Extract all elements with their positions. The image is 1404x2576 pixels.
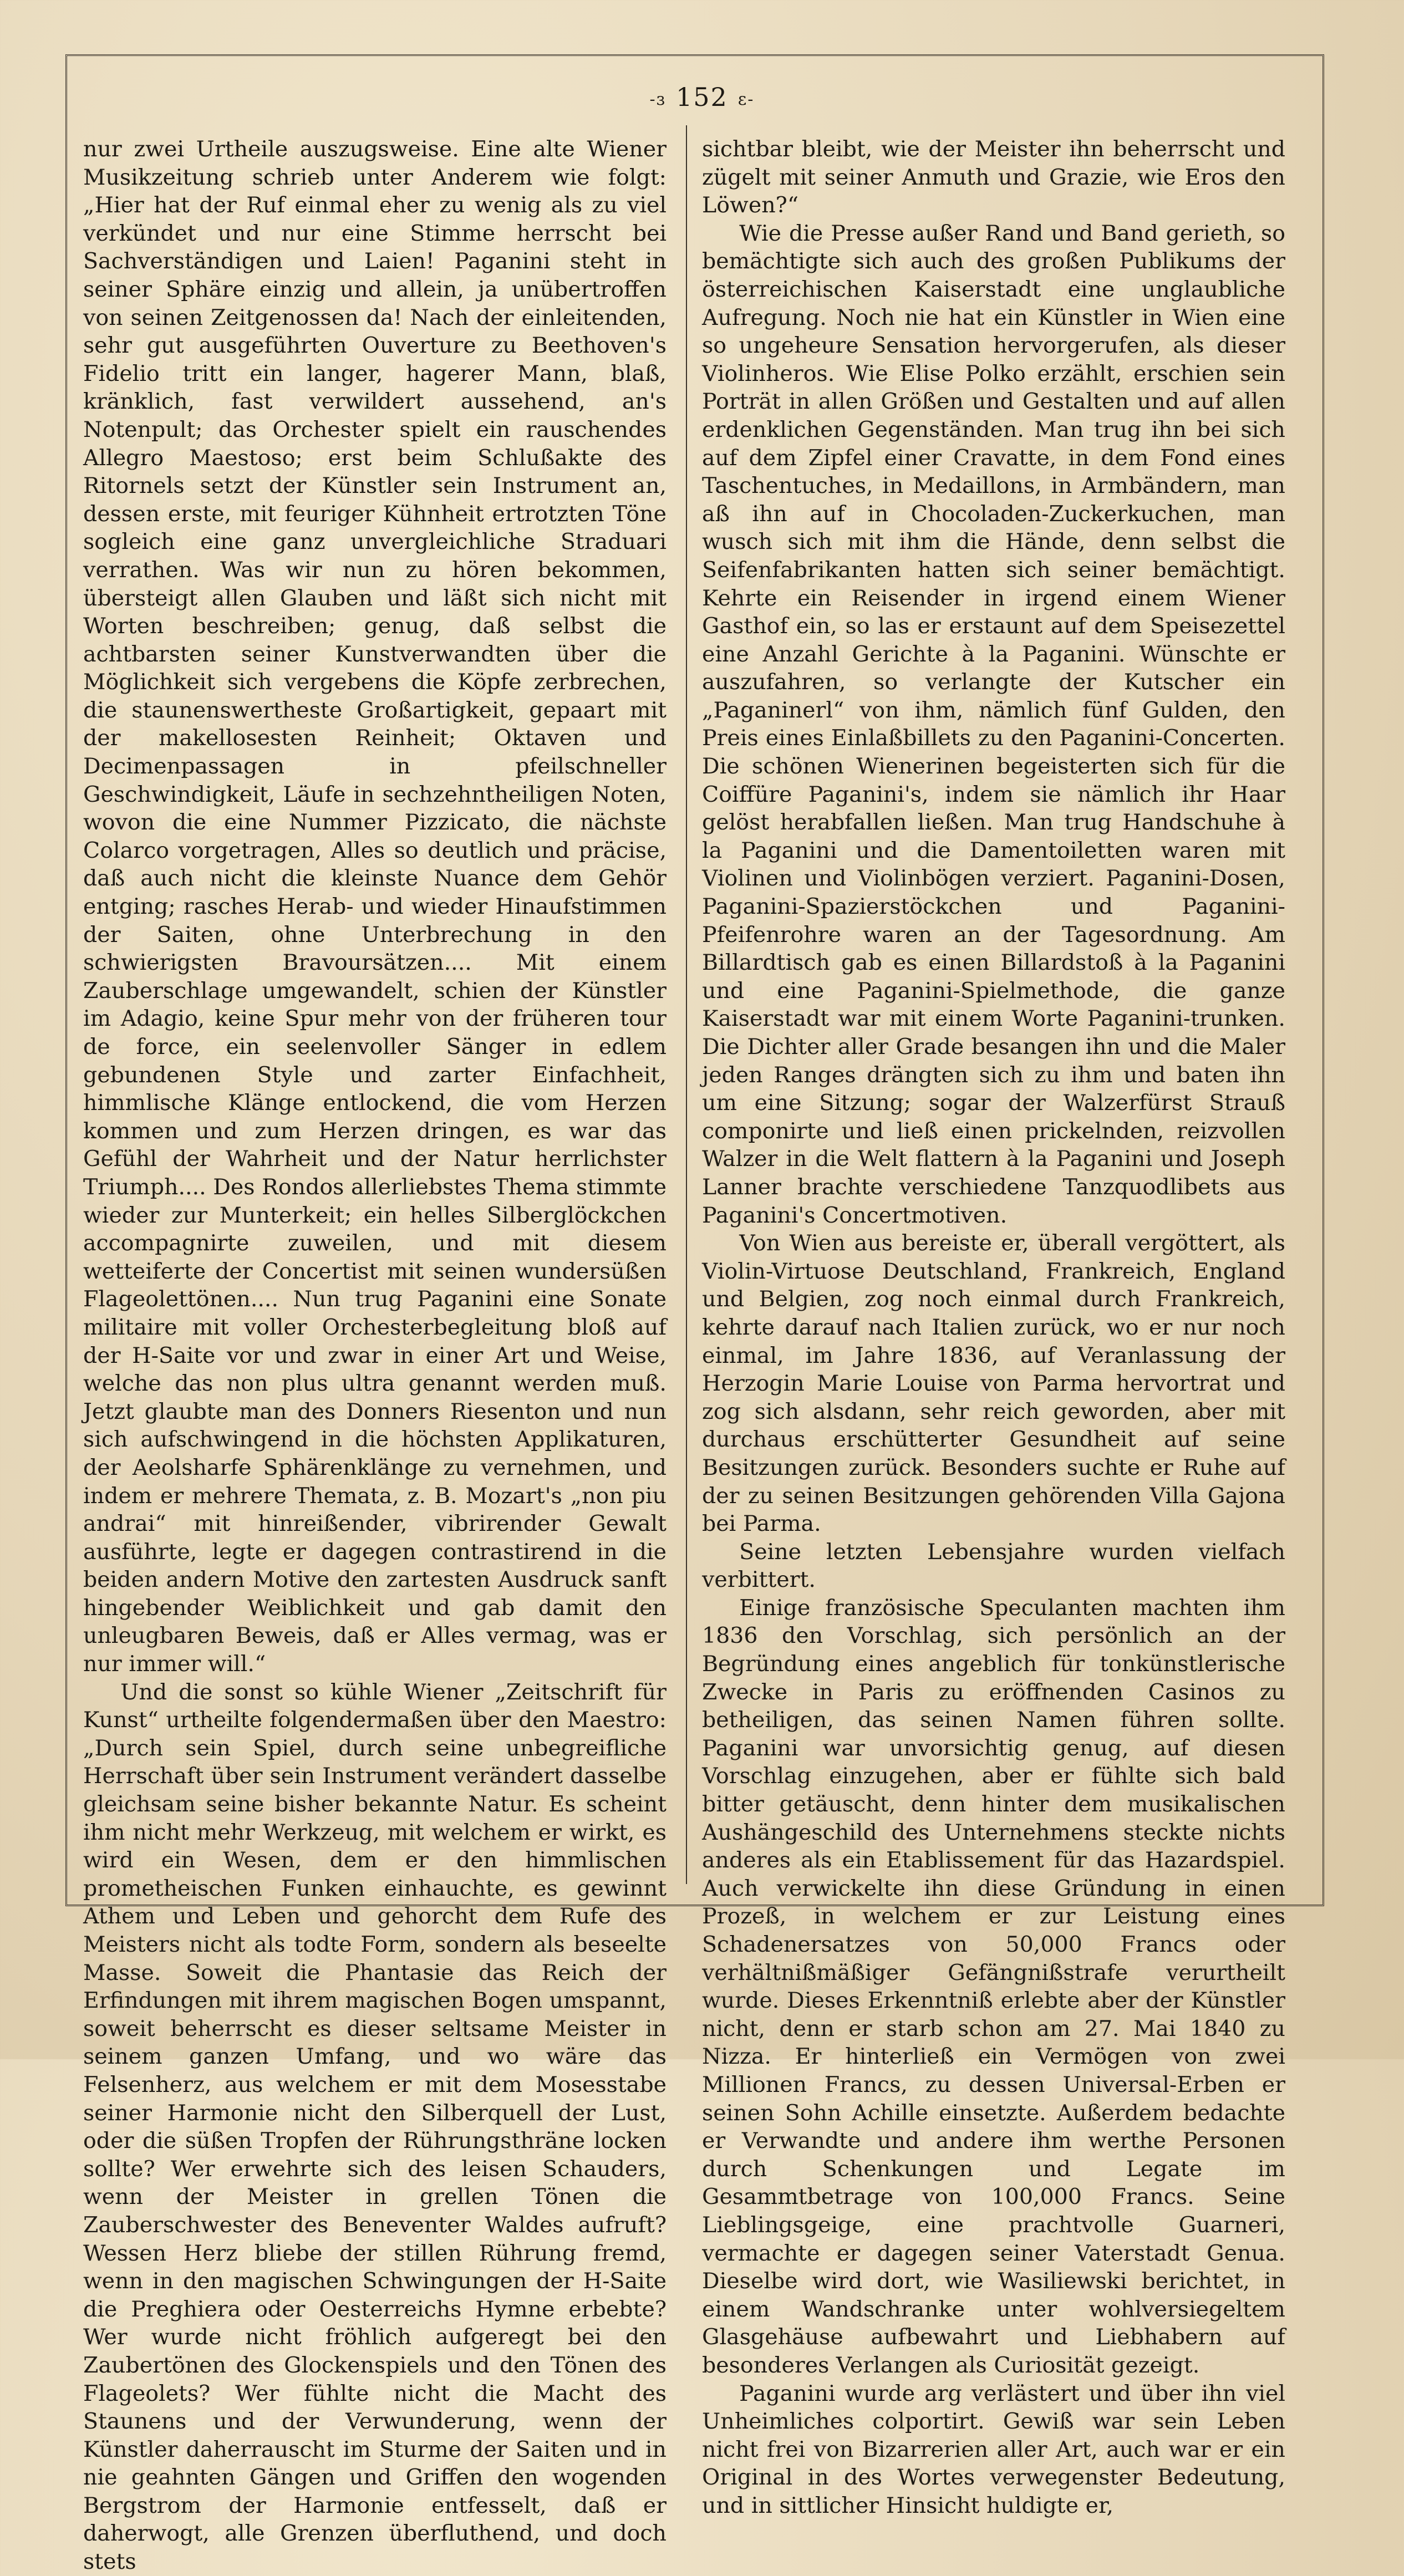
left-column bbox=[83, 135, 667, 2575]
page-number: 152 bbox=[675, 82, 728, 112]
paragraph: Von Wien aus bereiste er, überall vergöttert, als Violin-Virtuose Deutschland, Frankreich, England und Belgien, zog noch einmal durch Frankreich, kehrte darauf nach Italien zurück, wo er nur noch einmal, im Jahre 1836, auf Veranlassung der Herzogin Marie Louise von Parma hervortrat und zog sich alsdann, sehr reich geworden, aber mit durchaus erschütterter Gesundheit auf seine Besitzungen zurück. Besonders suchte er Ruhe auf der zu seinen Besitzungen gehörenden Villa Gajona bei Parma. bbox=[702, 1230, 1285, 1537]
paragraph: nur zwei Urtheile auszugsweise. Eine alte Wiener Musikzeitung schrieb unter Anderem wie folgt: „Hier hat der Ruf einmal eher zu wenig als zu viel verkündet und nur eine Stimme herrscht bei Sachverständigen und Laien! Paganini steht in seiner Sphäre einzig und allein, ja unübertroffen von seinen Zeitgenossen da! Nach der einleitenden, sehr gut ausgeführten Ouverture zu Beethoven's Fidelio tritt ein langer, hagerer Mann, blaß, kränklich, fast verwildert aussehend, an's Notenpult; das Orchester spielt ein rauschendes Allegro Maestoso; erst beim Schlußakte des Ritornels setzt der Künstler sein Instrument an, dessen erste, mit feuriger Kühnheit ertrotzten Töne sogleich eine ganz unvergleichliche Straduari verrathen. Was wir nun zu hören bekommen, übersteigt allen Glauben und läßt sich nicht mit Worten beschreiben; genug, daß selbst die achtbarsten seiner Kunstverwandten über die Möglichkeit sich vergebens die Köpfe zerbrechen, die staunenswertheste Großartigkeit, gepaart mit der makellosesten Reinheit; Oktaven und Decimenpassagen in pfeilschneller Geschwindigkeit, Läufe in sechzehntheiligen Noten, wovon die eine Nummer Pizzicato, die nächste Colarco vorgetragen, Alles so deutlich und präcise, daß auch nicht die kleinste Nuance dem Gehör entging; rasches Herab- und wieder Hinaufstimmen der Saiten, ohne Unterbrechung in den schwierigsten Bravoursätzen.... Mit einem Zauberschlage umgewandelt, schien der Künstler im Adagio, keine Spur mehr von der früheren tour de force, ein seelenvoller Sänger in edlem gebundenen Style und zarter Einfachheit, himmlische Klänge entlockend, die vom Herzen kommen und zum Herzen dringen, es war das Gefühl der Wahrheit und der Natur herrlichster Triumph.... Des Rondos allerliebstes Thema stimmte wieder zur Munterkeit; ein helles Silberglöckchen accompagnirte zuweilen, und mit diesem wetteiferte der Concertist mit seinen wundersüßen Flageolettönen.... Nun trug Paganini eine Sonate militaire mit voller Orchesterbegleitung bloß auf der H-Saite vor und zwar in einer Art und Weise, welche das non plus ultra genannt werden muß. Jetzt glaubte man des Donners Riesenton und nun sich aufschwingend in die höchsten Applikaturen, der Aeolsharfe Sphärenklänge zu vernehmen, und indem er mehrere Themata, z. B. Mozart's „non piu andrai“ mit hinreißender, vibrirender Gewalt ausführte, legte er dagegen contrastirend in die beiden andern Motive den zartesten Ausdruck sanft hingebender Weiblichkeit und gab damit den unleugbaren Beweis, daß er Alles vermag, was er nur immer will.“ bbox=[83, 136, 667, 1677]
paragraph: Paganini wurde arg verlästert und über ihn viel Unheimliches colportirt. Gewiß war sein Leben nicht frei von Bizarrerien aller Art, auch war er ein Original in des Wortes verwegenster Bedeutung, und in sittlicher Hinsicht huldigte er, bbox=[702, 2380, 1285, 2518]
paragraph: Und die sonst so kühle Wiener „Zeitschrift für Kunst“ urtheilte folgendermaßen über den Maestro: „Durch sein Spiel, durch seine unbegreifliche Herrschaft über sein Instrument verändert dasselbe gleichsam seine bisher bekannte Natur. Es scheint ihm nicht mehr Werkzeug, mit welchem er wirkt, es wird ein Wesen, dem er den himmlischen prometheischen Funken einhauchte, es gewinnt Athem und Leben und gehorcht dem Rufe des Meisters nicht als todte Form, sondern als beseelte Masse. Soweit die Phantasie das Reich der Erfindungen mit ihrem magischen Bogen umspannt, soweit beherrscht es dieser seltsame Meister in seinem ganzen Umfang, und wo wäre das Felsenherz, aus welchem er mit dem Mosesstabe seiner Harmonie nicht den Silberquell der Lust, oder die süßen Tropfen der Rührungsthräne locken sollte? Wer erwehrte sich des leisen Schauders, wenn der Meister in grellen Tönen die Zauberschwester des Beneventer Waldes aufruft? Wessen Herz bliebe der stillen Rührung fremd, wenn in den magischen Schwingungen der H-Saite die Preghiera oder Oesterreichs Hymne erbebte? Wer wurde nicht fröhlich aufgeregt bei den Zaubertönen des Glockenspiels und den Tönen des Flageolets? Wer fühlte nicht die Macht des Staunens und der Verwunderung, wenn der Künstler daherrauscht im Sturme der Saiten und in nie geahnten Gängen und Griffen den wogenden Bergstrom der Harmonie entfesselt, daß er daherwogt, alle Grenzen überfluthend, und doch stets bbox=[83, 1679, 667, 2575]
column-divider bbox=[686, 125, 687, 1884]
paragraph: Einige französische Speculanten machten ihm 1836 den Vorschlag, sich persönlich an der Begründung eines angeblich für tonkünstlerische Zwecke in Paris zu eröffnenden Casinos zu betheiligen, das seinen Namen führen sollte. Paganini war unvorsichtig genug, auf diesen Vorschlag einzugehen, aber er fühlte sich bald bitter getäuscht, denn hinter dem musikalischen Aushängeschild des Unternehmens steckte nichts anderes als ein Etablissement für das Hazardspiel. Auch verwickelte ihn diese Gründung in einen Prozeß, in welchem er zur Leistung eines Schadenersatzes von 50,000 Francs oder verhältnißmäßiger Gefängnißstrafe verurtheilt wurde. Dieses Erkenntniß erlebte aber der Künstler nicht, denn er starb schon am 27. Mai 1840 zu Nizza. Er hinterließ ein Vermögen von zwei Millionen Francs, zu dessen Universal-Erben er seinen Sohn Achille einsetzte. Außerdem bedachte er Verwandte und andere ihm werthe Personen durch Schenkungen und Legate im Gesammtbetrage von 100,000 Francs. Seine Lieblingsgeige, eine prachtvolle Guarneri, vermachte er dagegen seiner Vaterstadt Genua. Dieselbe wird dort, wie Wasiliewski berichtet, in einem Wandschranke unter wohlversiegeltem Glasgehäuse aufbewahrt und Liebhabern auf besonderes Verlangen als Curiosität gezeigt. bbox=[702, 1595, 1285, 2378]
page-header bbox=[0, 82, 1404, 112]
paragraph: Seine letzten Lebensjahre wurden vielfach verbittert. bbox=[702, 1539, 1285, 1593]
right-column bbox=[702, 135, 1285, 2518]
ornament-right: ɛ- bbox=[737, 89, 755, 109]
paragraph: sichtbar bleibt, wie der Meister ihn beherrscht und zügelt mit seiner Anmuth und Grazie, wie Eros den Löwen?“ bbox=[702, 136, 1285, 218]
ornament-left: -ɜ bbox=[649, 89, 666, 109]
paragraph: Wie die Presse außer Rand und Band gerieth, so bemächtigte sich auch des großen Publikums der österreichischen Kaiserstadt eine unglaubliche Aufregung. Noch nie hat ein Künstler in Wien eine so ungeheure Sensation hervorgerufen, als dieser Violinheros. Wie Elise Polko erzählt, erschien sein Porträt in allen Größen und Gestalten und auf allen erdenklichen Gegenständen. Man trug ihn bei sich auf dem Zipfel einer Cravatte, in dem Fond eines Taschentuches, in Medaillons, in Armbändern, man aß ihn auf in Chocoladen-Zuckerkuchen, man wusch sich mit ihm die Hände, denn selbst die Seifenfabrikanten hatten sich seiner bemächtigt. Kehrte ein Reisender in irgend einem Wiener Gasthof ein, so las er erstaunt auf dem Speisezettel eine Anzahl Gerichte à la Paganini. Wünschte er auszufahren, so verlangte der Kutscher ein „Paganinerl“ von ihm, nämlich fünf Gulden, den Preis eines Einlaßbillets zu den Paganini-Concerten. Die schönen Wienerinen begeisterten sich für die Coiffüre Paganini's, indem sie nämlich ihr Haar gelöst herabfallen ließen. Man trug Handschuhe à la Paganini und die Damentoiletten waren mit Violinen und Violinbögen verziert. Paganini-Dosen, Paganini-Spazierstöckchen und Paganini-Pfeifenrohre waren an der Tagesordnung. Am Billardtisch gab es einen Billardstoß à la Paganini und eine Paganini-Spielmethode, die ganze Kaiserstadt war mit einem Worte Paganini-trunken. Die Dichter aller Grade besangen ihn und die Maler jeden Ranges drängten sich zu ihm und baten ihn um eine Sitzung; sogar der Walzerfürst Strauß componirte und ließ einen prickelnden, reizvollen Walzer in die Welt flattern à la Paganini und Joseph Lanner brachte verschiedene Tanzquodlibets aus Paganini's Concertmotiven. bbox=[702, 220, 1285, 1228]
